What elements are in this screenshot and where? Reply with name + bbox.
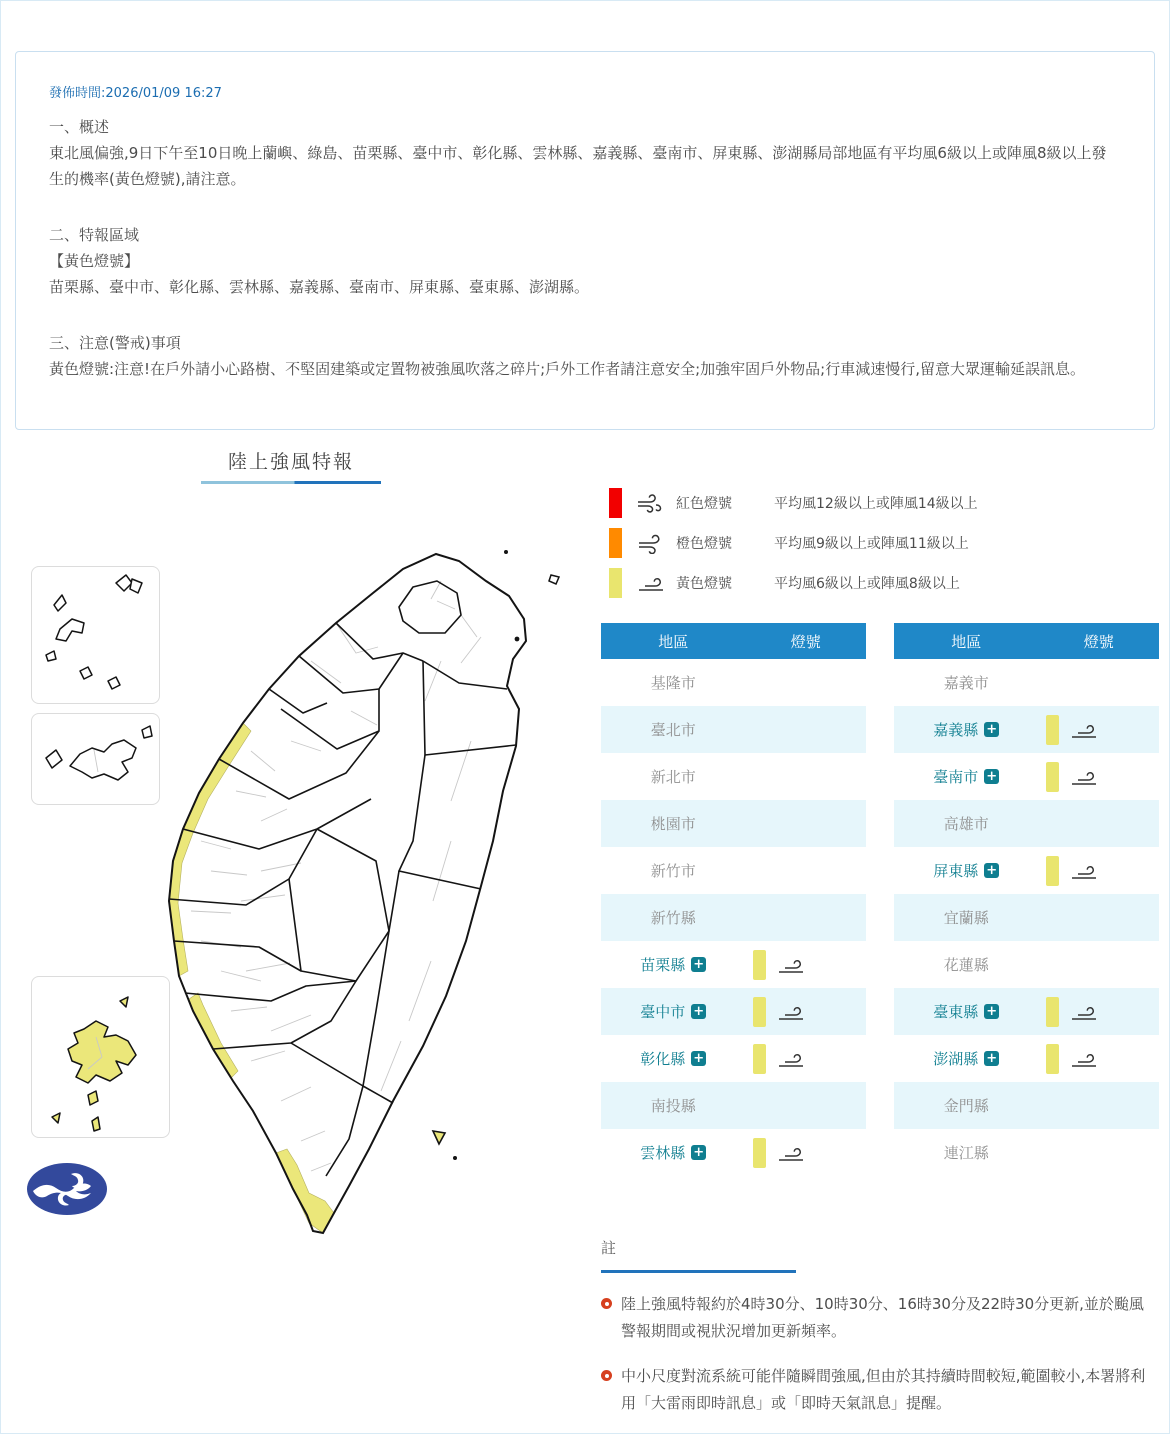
county-label	[601, 766, 745, 787]
yellow-signal-bar	[1046, 715, 1059, 745]
header-signal: 燈號	[1083, 632, 1114, 651]
expand-plus-icon[interactable]: +	[984, 722, 999, 737]
yellow-signal-bar	[1046, 856, 1059, 886]
table-row	[894, 1082, 1159, 1129]
wtable-body	[601, 659, 866, 1176]
county-label	[894, 1142, 1038, 1163]
yellow-signal-bar	[753, 1044, 766, 1074]
header-region: 地區	[951, 632, 982, 651]
table-row	[601, 659, 866, 706]
county-expand-button[interactable]	[894, 766, 1038, 787]
inset-penghu-map	[31, 976, 170, 1138]
county-name: 高雄市	[943, 815, 989, 833]
legend-row	[609, 568, 978, 598]
signal-cell	[1038, 715, 1159, 745]
wind-gust-1-icon	[776, 1001, 806, 1023]
legend-description: 平均風6級以上或陣風8級以上	[774, 576, 960, 592]
county-name: 苗栗縣	[640, 956, 686, 974]
section-heading: 二、特報區域	[49, 226, 140, 244]
county-expand-button[interactable]	[601, 1048, 745, 1069]
map-title: 陸上強風特報	[227, 451, 354, 473]
county-name: 新竹縣	[650, 909, 696, 927]
table-row	[894, 894, 1159, 941]
legend-color-chip	[609, 488, 622, 518]
county-label	[601, 907, 745, 928]
county-name: 基隆市	[650, 674, 696, 692]
note-item	[601, 1363, 1157, 1417]
legend-color-chip	[609, 528, 622, 558]
note-bullet-icon	[601, 1370, 612, 1381]
county-name: 金門縣	[943, 1097, 989, 1115]
expand-plus-icon[interactable]: +	[691, 957, 706, 972]
signal-cell	[1038, 1044, 1159, 1074]
wind-gust-1-icon	[636, 572, 666, 594]
county-label	[601, 1095, 745, 1116]
publish-time: 發佈時間:2026/01/09 16:27	[49, 86, 222, 101]
county-label	[601, 813, 745, 834]
legend-color-chip	[609, 568, 622, 598]
expand-plus-icon[interactable]: +	[984, 863, 999, 878]
header-signal: 燈號	[790, 632, 821, 651]
table-row	[601, 800, 866, 847]
county-expand-button[interactable]	[894, 1001, 1038, 1022]
section-heading: 三、注意(警戒)事項	[49, 334, 181, 352]
wind-gust-3-icon	[636, 492, 666, 514]
signal-cell	[745, 1044, 866, 1074]
yellow-signal-bar	[1046, 997, 1059, 1027]
section-line: 【黃色燈號】	[49, 252, 140, 270]
inset-matsu-map	[31, 566, 160, 704]
inset-kinmen-map	[31, 713, 160, 805]
map-title-block	[201, 447, 381, 484]
table-row	[601, 706, 866, 753]
county-label	[894, 813, 1038, 834]
county-name: 新竹市	[650, 862, 696, 880]
table-row	[601, 1035, 866, 1082]
table-row	[894, 659, 1159, 706]
table-row	[894, 1129, 1159, 1176]
taiwan-map	[141, 541, 601, 1247]
county-name: 雲林縣	[640, 1144, 686, 1162]
table-row	[601, 1129, 866, 1176]
table-row	[601, 847, 866, 894]
legend-row	[609, 488, 978, 518]
note-items	[601, 1291, 1157, 1417]
wind-gust-1-icon	[1069, 766, 1099, 788]
county-label	[601, 719, 745, 740]
table-row	[894, 753, 1159, 800]
yellow-signal-bar	[1046, 1044, 1059, 1074]
note-text: 中小尺度對流系統可能伴隨瞬間強風,但由於其持續時間較短,範圍較小,本署將利用「大雷雨即時訊息」或「即時天氣訊息」提醒。	[621, 1367, 1146, 1412]
county-label	[601, 672, 745, 693]
signal-cell	[745, 950, 866, 980]
county-name: 嘉義縣	[933, 721, 979, 739]
wind-gust-1-icon	[1069, 1001, 1099, 1023]
wind-gust-1-icon	[1069, 719, 1099, 741]
map-title-underline	[201, 481, 381, 484]
region-signal-table-right	[894, 623, 1159, 1176]
region-signal-table-left	[601, 623, 866, 1176]
legend-label: 紅色燈號	[676, 496, 732, 512]
section-line: 東北風偏強,9日下午至10日晚上蘭嶼、綠島、苗栗縣、臺中市、彰化縣、雲林縣、嘉義縣、臺南市、屏東縣、澎湖縣局部地區有平均風6級以上或陣風8級以上發生的機率(黃色燈號),請注意。	[49, 144, 1107, 188]
wind-gust-1-icon	[776, 954, 806, 976]
legend-description: 平均風9級以上或陣風11級以上	[774, 536, 969, 552]
table-row	[601, 988, 866, 1035]
county-name: 臺東縣	[933, 1003, 979, 1021]
notes-underline	[601, 1270, 796, 1273]
county-label	[894, 1095, 1038, 1116]
county-label	[894, 672, 1038, 693]
county-name: 嘉義市	[943, 674, 989, 692]
expand-plus-icon[interactable]: +	[691, 1145, 706, 1160]
legend-description: 平均風12級以上或陣風14級以上	[774, 496, 978, 512]
signal-cell	[1038, 997, 1159, 1027]
note-bullet-icon	[601, 1298, 612, 1309]
county-name: 花蓮縣	[943, 956, 989, 974]
wtable-body	[894, 659, 1159, 1176]
advisory-text-box	[15, 51, 1155, 430]
advisory-section	[49, 330, 1121, 382]
expand-plus-icon[interactable]: +	[984, 1051, 999, 1066]
county-name: 臺中市	[640, 1003, 686, 1021]
legend-label: 黃色燈號	[676, 576, 732, 592]
signal-cell	[1038, 762, 1159, 792]
county-label	[894, 907, 1038, 928]
note-item	[601, 1291, 1157, 1345]
county-expand-button[interactable]	[601, 1001, 745, 1022]
table-row	[601, 753, 866, 800]
advisory-section	[49, 222, 1121, 300]
county-name: 南投縣	[650, 1097, 696, 1115]
wind-gust-2-icon	[636, 532, 666, 554]
table-row	[894, 706, 1159, 753]
county-label	[894, 954, 1038, 975]
expand-plus-icon[interactable]: +	[984, 769, 999, 784]
section-line: 苗栗縣、臺中市、彰化縣、雲林縣、嘉義縣、臺南市、屏東縣、臺東縣、澎湖縣。	[49, 278, 590, 296]
county-name: 新北市	[650, 768, 696, 786]
table-header	[894, 623, 1159, 659]
table-row	[601, 1082, 866, 1129]
county-label	[601, 860, 745, 881]
county-expand-button[interactable]	[894, 860, 1038, 881]
table-row	[894, 847, 1159, 894]
expand-plus-icon[interactable]: +	[984, 1004, 999, 1019]
expand-plus-icon[interactable]: +	[691, 1051, 706, 1066]
county-name: 澎湖縣	[933, 1050, 979, 1068]
advisory-section	[49, 114, 1121, 192]
county-name: 臺北市	[650, 721, 696, 739]
county-name: 連江縣	[943, 1144, 989, 1162]
expand-plus-icon[interactable]: +	[691, 1004, 706, 1019]
table-row	[894, 1035, 1159, 1082]
advisory-sections	[49, 114, 1121, 382]
cwb-logo	[25, 1160, 109, 1218]
section-heading: 一、概述	[49, 118, 110, 136]
section-line: 黃色燈號:注意!在戶外請小心路樹、不堅固建築或定置物被強風吹落之碎片;戶外工作者請注意安全;加強牢固戶外物品;行車減速慢行,留意大眾運輸延誤訊息。	[49, 360, 1086, 378]
notes-section	[601, 1237, 1157, 1417]
table-row	[894, 988, 1159, 1035]
county-expand-button[interactable]	[601, 1142, 745, 1163]
yellow-signal-bar	[753, 1138, 766, 1168]
yellow-signal-bar	[753, 950, 766, 980]
legend-row	[609, 528, 978, 558]
yellow-signal-bar	[1046, 762, 1059, 792]
signal-cell	[1038, 856, 1159, 886]
county-expand-button[interactable]	[894, 719, 1038, 740]
county-name: 彰化縣	[640, 1050, 686, 1068]
notes-heading: 註	[601, 1239, 617, 1257]
legend-label: 橙色燈號	[676, 536, 732, 552]
wind-gust-1-icon	[1069, 860, 1099, 882]
yellow-signal-bar	[753, 997, 766, 1027]
table-row	[601, 894, 866, 941]
county-expand-button[interactable]	[894, 1048, 1038, 1069]
signal-legend	[609, 488, 978, 608]
wind-gust-1-icon	[776, 1048, 806, 1070]
county-expand-button[interactable]	[601, 954, 745, 975]
table-header	[601, 623, 866, 659]
table-row	[894, 800, 1159, 847]
table-row	[894, 941, 1159, 988]
signal-cell	[745, 997, 866, 1027]
signal-cell	[745, 1138, 866, 1168]
table-row	[601, 941, 866, 988]
wind-gust-1-icon	[1069, 1048, 1099, 1070]
wind-gust-1-icon	[776, 1142, 806, 1164]
county-name: 桃園市	[650, 815, 696, 833]
header-region: 地區	[658, 632, 689, 651]
note-text: 陸上強風特報約於4時30分、10時30分、16時30分及22時30分更新,並於颱風警報期間或視狀況增加更新頻率。	[621, 1295, 1144, 1340]
county-name: 宜蘭縣	[943, 909, 989, 927]
county-name: 屏東縣	[933, 862, 979, 880]
county-name: 臺南市	[933, 768, 979, 786]
